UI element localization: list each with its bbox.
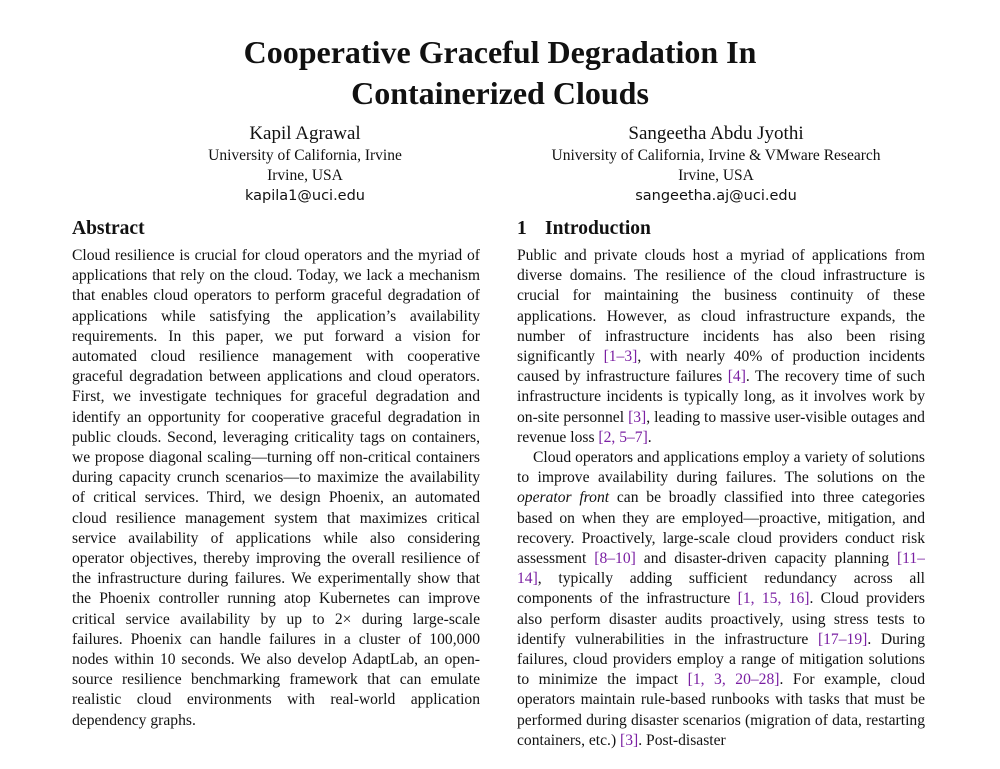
abstract-section xyxy=(72,216,480,731)
citation-link[interactable]: [8–10] xyxy=(594,550,636,568)
author-email[interactable]: kapila1@uci.edu xyxy=(244,188,365,204)
author-block-1 xyxy=(140,122,470,206)
author-name: Kapil Agrawal xyxy=(249,123,361,144)
abstract-heading: Abstract xyxy=(72,218,145,239)
text-run: Cloud operators and applications employ a variety of solutions to improve availability during failures. The solutions on the xyxy=(517,449,925,487)
text-run: , with nearly 40% of production incidents caused by infrastructure failures xyxy=(517,348,925,386)
citation-link[interactable]: [11–14] xyxy=(517,550,925,588)
citation-link[interactable]: [3] xyxy=(628,408,647,426)
text-run: . Post-disaster xyxy=(638,731,726,749)
author-affiliation: University of California, Irvine xyxy=(208,147,402,164)
citation-link[interactable]: [2, 5–7] xyxy=(598,428,648,446)
citation-link[interactable]: [17–19] xyxy=(817,630,868,648)
intro-paragraph-1 xyxy=(517,246,925,448)
text-run: . During failures, cloud providers employ a range of mitigation solutions to minimize the impact xyxy=(517,630,925,689)
intro-paragraph-2 xyxy=(517,448,925,751)
text-run: , leading to massive user-visible outages and revenue loss xyxy=(517,408,925,446)
author-affiliation: University of California, Irvine & VMware Research xyxy=(551,147,881,164)
author-name: Sangeetha Abdu Jyothi xyxy=(628,123,804,144)
introduction-body xyxy=(517,246,925,769)
section-title: Introduction xyxy=(545,218,651,239)
text-run: . For example, cloud operators maintain rule-based runbooks with tasks that must be performed during disaster scenarios (migration of data, restarting containers, etc.) xyxy=(517,671,925,749)
author-location: Irvine, USA xyxy=(678,167,754,184)
citation-link[interactable]: [1–3] xyxy=(603,348,638,366)
abstract-text: Cloud resilience is crucial for cloud operators and the myriad of applications that rely on the cloud. Today, we lack a mechanism that enables cloud operators to perform graceful degradation of applications while satisfying the application’s availability requirements. In this paper, we put forward a vision for automated cloud resilience management with cooperative graceful degradation between applications and cloud operators. First, we investigate techniques for graceful degradation and identify an opportunity for cooperative graceful degradation in public clouds. Second, leveraging criticality tags on containers, we propose diagonal scaling—turning off non-critical containers during capacity crunch scenarios—to maximize the availability of critical services. Third, we design Phoenix, an automated cloud resilience management system that maximizes critical service availability of applications while also considering operator objectives, thereby improving the overall resilience of the infrastructure during failures. We experimentally show that the Phoenix controller running atop Kubernetes can improve critical service availability by up to 2× during large-scale failures. Phoenix can handle failures in a cluster of 100,000 nodes within 10 seconds. We also develop AdaptLab, an open-source resilience benchmarking framework that can emulate realistic cloud environments with real-world application dependency graphs. xyxy=(72,247,480,729)
paper-title xyxy=(0,32,1000,114)
citation-link[interactable]: [1, 15, 16] xyxy=(737,590,810,608)
citation-link[interactable]: [4] xyxy=(727,368,746,386)
text-run: can be broadly classified into three categories based on when they are employed—proactive, mitigation, and recovery. Proactively, large-scale cloud providers conduct risk assessment xyxy=(517,489,925,568)
text-run: , typically adding sufficient redundancy across all components of the infrastructure xyxy=(517,570,925,608)
citation-link[interactable]: [3] xyxy=(620,731,639,749)
citation-link[interactable]: [1, 3, 20–28] xyxy=(687,671,780,689)
author-block-2 xyxy=(500,122,932,206)
text-run: . Cloud providers also perform disaster audits proactively, using stress tests to identify vulnerabilities in the infrastructure xyxy=(517,590,925,648)
author-location: Irvine, USA xyxy=(267,167,343,184)
introduction-heading xyxy=(517,216,925,242)
section-number: 1 xyxy=(517,218,527,239)
text-run: . The recovery time of such infrastructure incidents is typically long, as it involves work by on-site personnel xyxy=(517,368,925,426)
title-line-1: Cooperative Graceful Degradation In xyxy=(243,34,757,70)
text-run: Public and private clouds host a myriad of applications from diverse domains. The resilience of the cloud infrastructure is crucial for maintaining the business continuity of these applications. However, as cloud infrastructure expands, the number of infrastructure incidents has also been rising significantly xyxy=(517,247,925,366)
introduction-section xyxy=(517,216,925,769)
text-run: and disaster-driven capacity planning xyxy=(635,550,897,568)
author-email[interactable]: sangeetha.aj@uci.edu xyxy=(635,188,797,204)
emphasis-text: operator front xyxy=(517,489,610,507)
title-line-2: Containerized Clouds xyxy=(351,75,649,111)
text-run: . xyxy=(647,428,652,446)
